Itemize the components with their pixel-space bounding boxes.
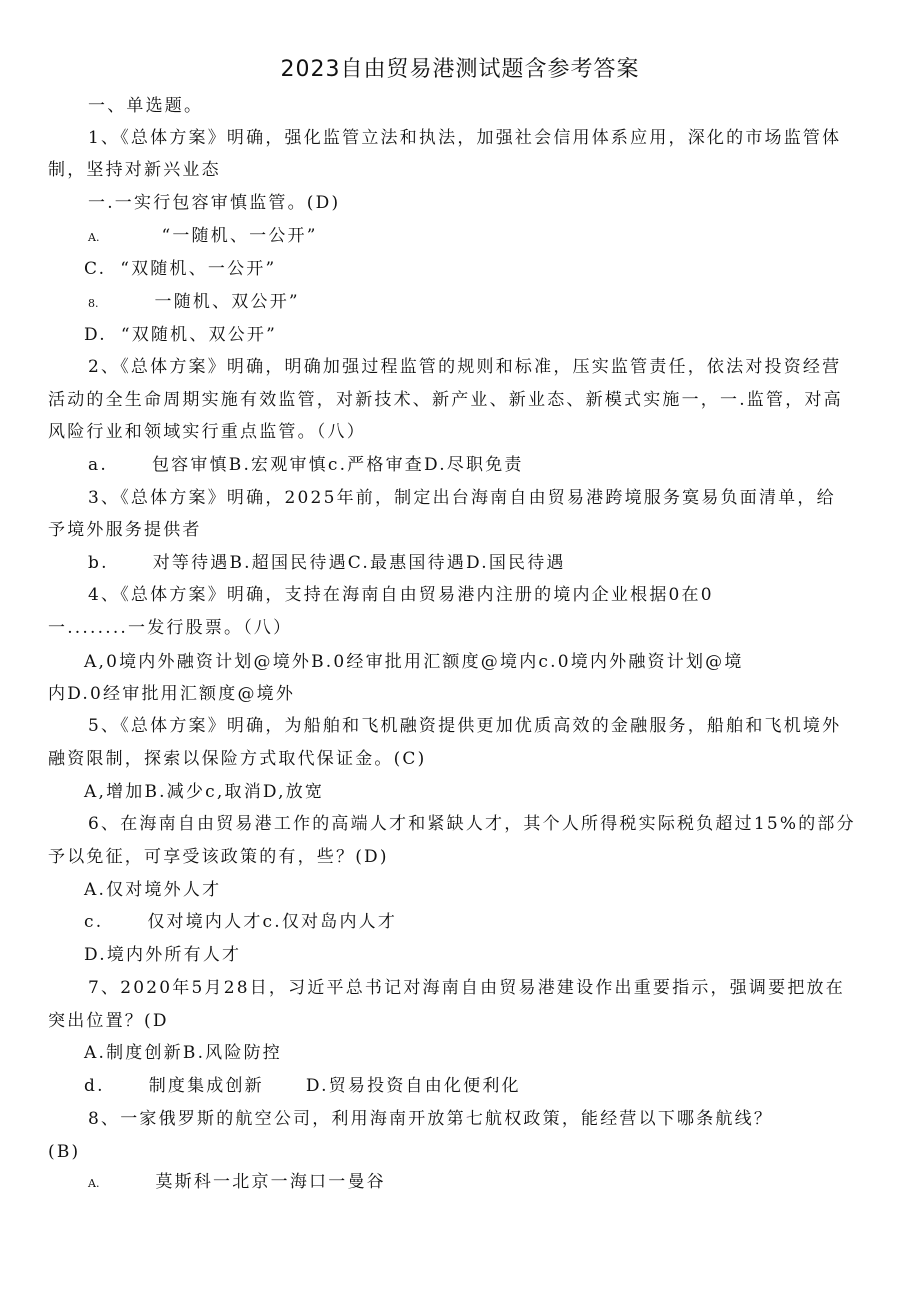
question-4-line-3: A,0境内外融资计划@境外B.0经审批用汇额度@境内c.0境内外融资计划@境 xyxy=(84,652,744,672)
option-text: 一随机、双公开” xyxy=(154,292,300,312)
question-8-line-2: (B) xyxy=(48,1142,81,1162)
option-text: 莫斯科一北京一海口一曼谷 xyxy=(155,1172,386,1192)
question-7-line-2: 突出位置？(D xyxy=(48,1011,169,1031)
option-marker: b. xyxy=(88,553,109,573)
question-6-option-d: D.境内外所有人才 xyxy=(84,945,242,965)
option-item xyxy=(88,455,524,475)
option-text: 对等待遇B.超国民待遇C.最惠国待遇D.国民待遇 xyxy=(152,553,566,573)
question-8-line-1: 8、一家俄罗斯的航空公司，利用海南开放第七航权政策，能经营以下哪条航线？ xyxy=(88,1109,774,1129)
option-item xyxy=(88,226,318,248)
option-marker: 8. xyxy=(88,297,99,310)
question-1-line-3: 一.一实行包容审慎监管。(D) xyxy=(88,193,341,213)
question-4-line-4: 内D.0经审批用汇额度@境外 xyxy=(48,684,296,704)
question-6-line-2: 予以免征，可享受该政策的有，些？(D) xyxy=(48,847,389,867)
option-marker: a. xyxy=(88,455,108,475)
question-6-line-3: A.仅对境外人才 xyxy=(84,880,222,900)
option-text: 包容审慎B.宏观审慎c.严格审查D.尽职免责 xyxy=(151,455,524,475)
question-2-line-2: 活动的全生命周期实施有效监管，对新技术、新产业、新业态、新模式实施一，一.监管，对高 xyxy=(48,390,843,410)
option-item xyxy=(88,553,566,573)
question-7-line-1: 7、2020年5月28日，习近平总书记对海南自由贸易港建设作出重要指示，强调要把放在 xyxy=(88,978,845,998)
option-marker: A. xyxy=(88,1177,100,1190)
question-2-line-1: 2、《总体方案》明确，明确加强过程监管的规则和标准，压实监管责任，依法对投资经营 xyxy=(88,357,842,377)
question-2-line-3: 风险行业和领域实行重点监管。（八） xyxy=(48,422,366,442)
option-marker: d. xyxy=(84,1076,105,1096)
option-text: “一随机、一公开” xyxy=(161,226,318,246)
option-marker: A. xyxy=(88,231,100,244)
option-item xyxy=(84,259,276,279)
question-3-line-2: 予境外服务提供者 xyxy=(48,520,202,540)
question-1-line-1: 1、《总体方案》明确，强化监管立法和执法，加强社会信用体系应用，深化的市场监管体 xyxy=(88,128,842,148)
option-item xyxy=(88,292,300,314)
question-4-line-1: 4、《总体方案》明确，支持在海南自由贸易港内注册的境内企业根据0在0 xyxy=(88,585,714,605)
question-4-line-2: 一........一发行股票。（八） xyxy=(48,618,293,638)
option-marker: c. xyxy=(84,912,104,932)
option-item xyxy=(84,1076,521,1096)
option-text: 仅对境内人才c.仅对岛内人才 xyxy=(147,912,398,932)
option-marker: D. xyxy=(84,325,107,345)
option-text: 制度集成创新 xyxy=(148,1076,264,1096)
option-item xyxy=(84,912,397,932)
question-3-line-1: 3、《总体方案》明确，2025年前，制定出台海南自由贸易港跨境服务寞易负面清单，给 xyxy=(88,488,836,508)
option-text: “双随机、一公开” xyxy=(120,259,277,279)
question-7-line-3: A.制度创新B.风险防控 xyxy=(84,1043,282,1063)
section-heading: 一、单选题。 xyxy=(88,96,204,116)
option-item xyxy=(88,1172,386,1194)
question-1-line-2: 制，坚持对新兴业态 xyxy=(48,160,221,180)
question-5-line-3: A,增加B.减少c,取消D,放宽 xyxy=(84,782,325,802)
question-5-line-1: 5、《总体方案》明确，为船舶和飞机融资提供更加优质高效的金融服务，船舶和飞机境外 xyxy=(88,716,842,736)
option-text: “双随机、双公开” xyxy=(120,325,278,345)
question-5-line-2: 融资限制，探索以保险方式取代保证金。(C) xyxy=(48,749,427,769)
question-6-line-1: 6、在海南自由贸易港工作的高端人才和紧缺人才，其个人所得税实际税负超过15%的部分 xyxy=(88,814,856,834)
document-title: 2023自由贸易港测试题含参考答案 xyxy=(280,57,640,82)
option-marker: C. xyxy=(84,259,107,279)
option-item xyxy=(84,325,277,345)
option-extra: D.贸易投资自由化便利化 xyxy=(305,1076,521,1096)
